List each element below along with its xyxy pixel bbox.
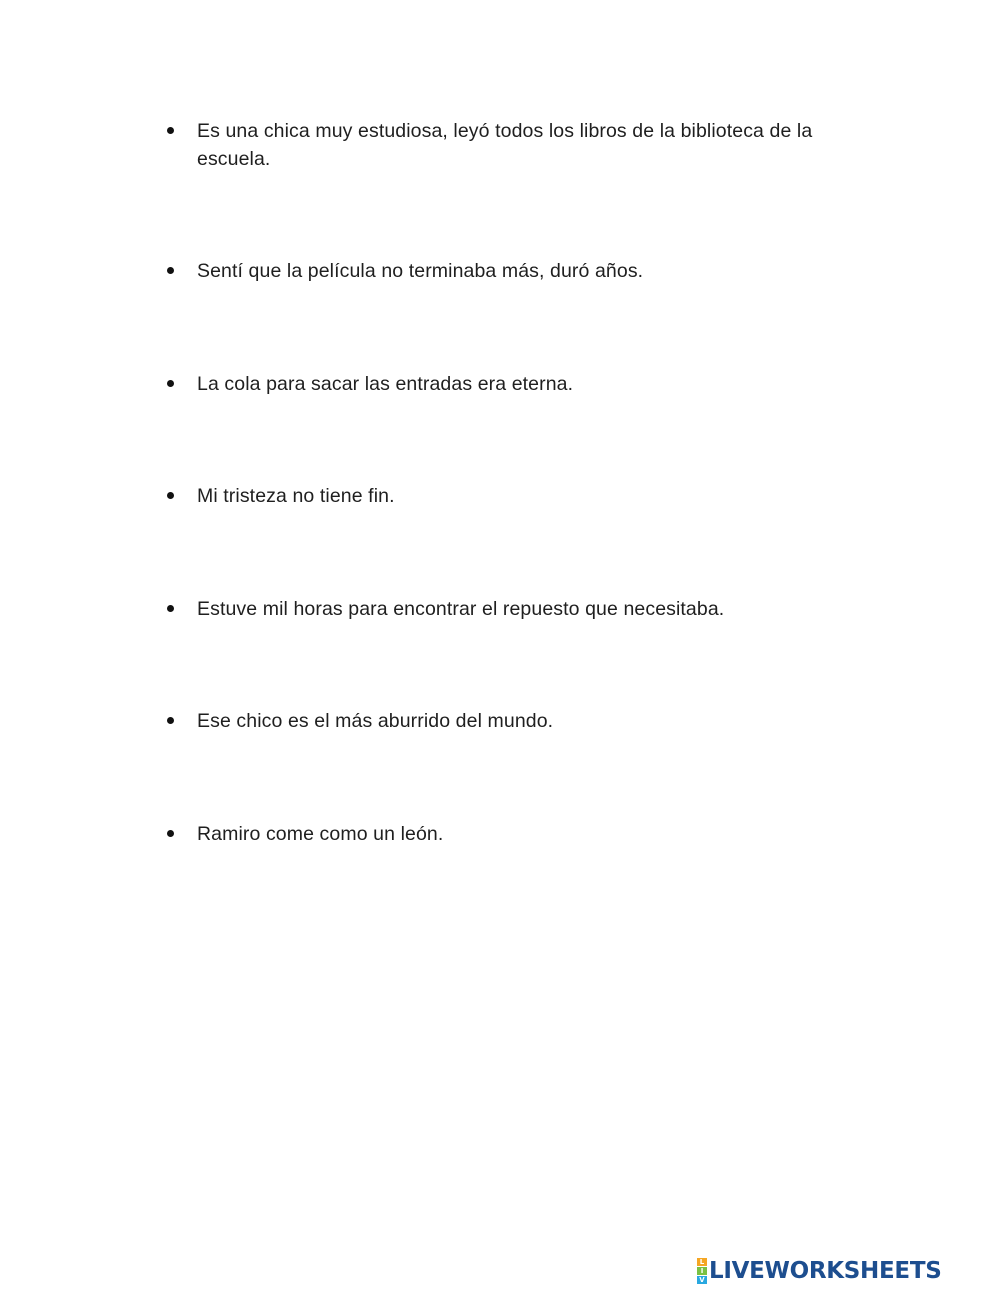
sentence-text: Ese chico es el más aburrido del mundo. <box>197 710 554 732</box>
list-item <box>167 117 847 173</box>
logo-mark-v: V <box>697 1276 707 1284</box>
list-item <box>167 482 847 510</box>
bullet-icon <box>167 717 174 724</box>
sentence-text: Mi tristeza no tiene fin. <box>197 485 395 507</box>
sentence-text: Sentí que la película no terminaba más, duró años. <box>197 260 644 282</box>
logo-mark-i: I <box>697 1267 707 1275</box>
list-item <box>167 595 847 623</box>
logo-wordmark: LIVEWORKSHEETS <box>709 1258 942 1284</box>
bullet-icon <box>167 127 174 134</box>
list-item <box>167 820 847 848</box>
bullet-icon <box>167 605 174 612</box>
sentence-text: Estuve mil horas para encontrar el repuesto que necesitaba. <box>197 598 725 620</box>
bullet-icon <box>167 492 174 499</box>
sentence-text: Es una chica muy estudiosa, leyó todos los libros de la biblioteca de la escuela. <box>197 120 813 170</box>
liveworksheets-logo <box>697 1257 941 1285</box>
bullet-icon <box>167 830 174 837</box>
list-item <box>167 707 847 735</box>
list-item <box>167 370 847 398</box>
bullet-icon <box>167 380 174 387</box>
liveworksheets-logo-icon <box>697 1258 707 1284</box>
sentence-text: Ramiro come como un león. <box>197 823 444 845</box>
bullet-icon <box>167 267 174 274</box>
logo-mark-l: L <box>697 1258 707 1266</box>
sentence-text: La cola para sacar las entradas era eterna. <box>197 373 574 395</box>
list-item <box>167 257 847 285</box>
